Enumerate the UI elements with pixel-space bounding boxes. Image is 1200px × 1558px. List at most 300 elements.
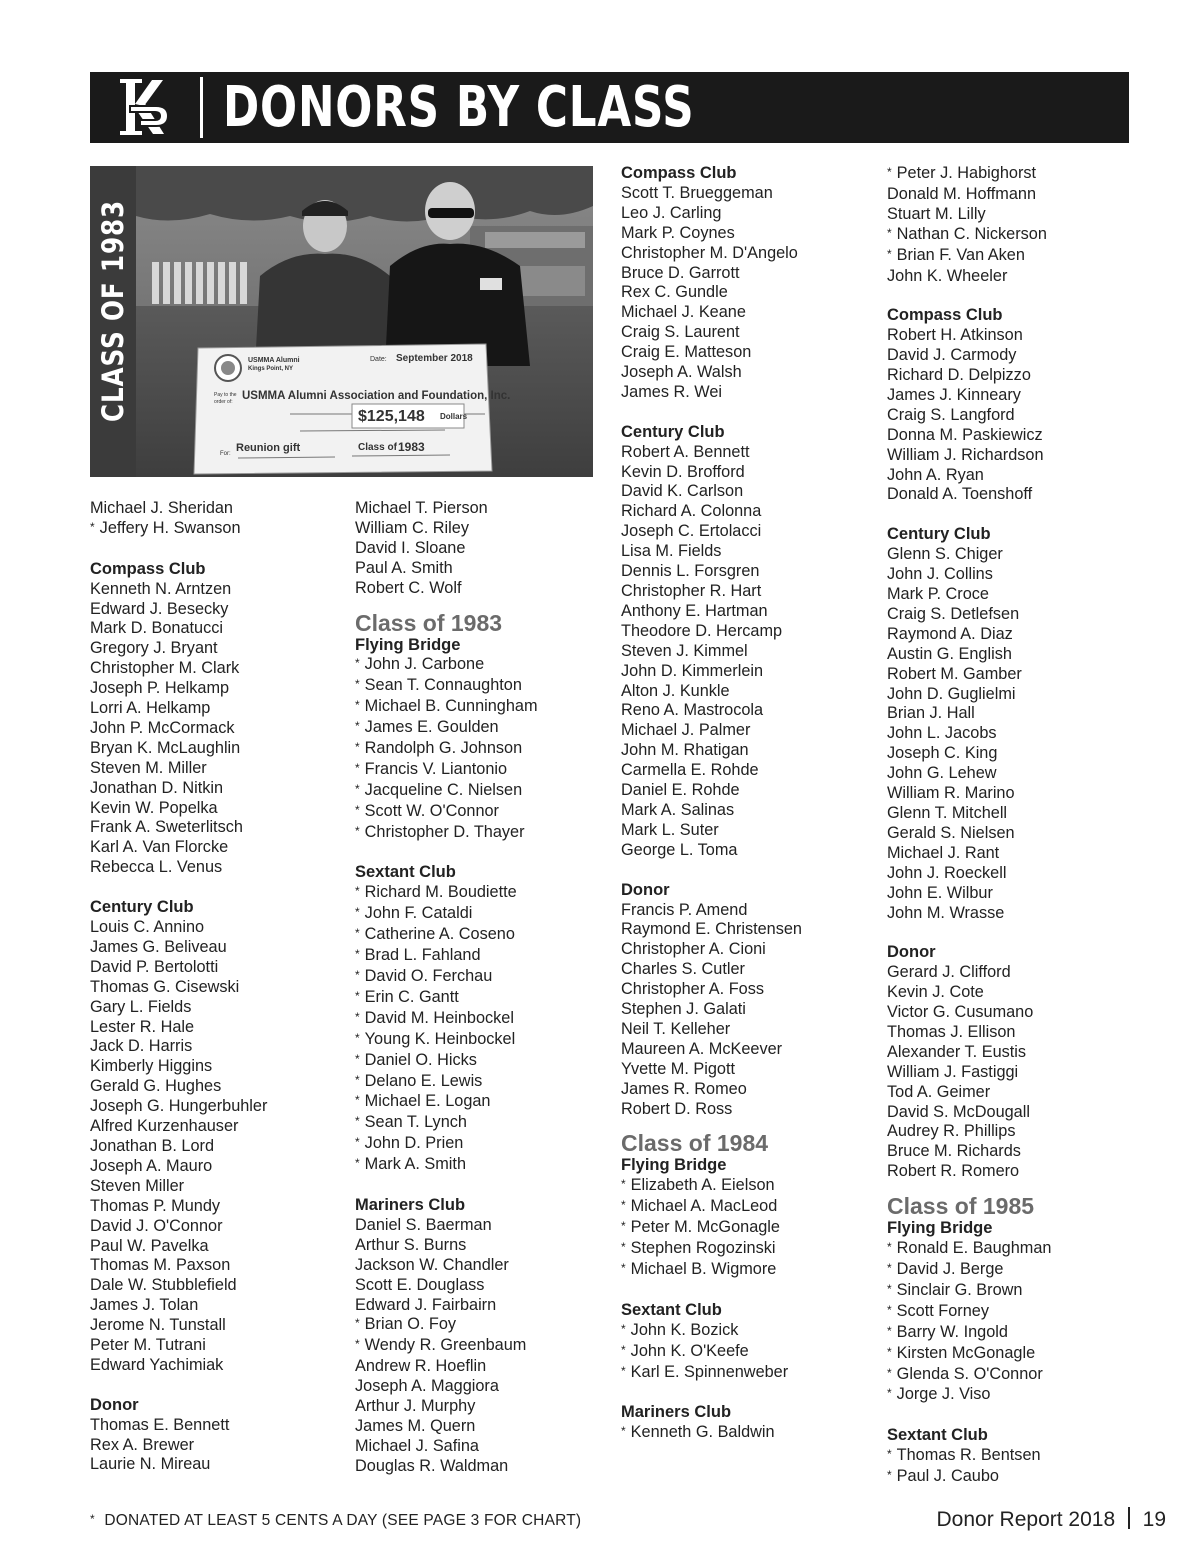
donor-name-text: Jorge J. Viso: [896, 1385, 991, 1404]
donor-name-text: John K. O'Keefe: [630, 1341, 749, 1360]
donor-name: [355, 760, 610, 781]
donor-name: [887, 1302, 1142, 1323]
donor-name: [621, 1176, 876, 1197]
star-icon: *: [887, 1468, 892, 1483]
donor-name-text: Christopher D. Thayer: [364, 822, 525, 841]
donor-name-text: Steven J. Kimmel: [621, 641, 748, 660]
club-heading: Compass Club: [90, 559, 206, 578]
donor-name-text: Leo J. Carling: [621, 203, 722, 222]
donor-name: [90, 1296, 345, 1316]
report-title: Donor Report 2018: [936, 1508, 1116, 1531]
club-heading: Donor: [621, 880, 670, 899]
star-icon: *: [355, 781, 360, 796]
star-icon: *: [355, 802, 360, 817]
donor-section: [887, 306, 1142, 505]
donor-name-text: Jonathan B. Lord: [90, 1136, 215, 1155]
donor-name: [887, 225, 1142, 246]
donor-name-text: Michael J. Rant: [887, 843, 1000, 862]
donor-name: [621, 463, 876, 483]
donor-name: [355, 676, 610, 697]
donor-name-text: Michael A. MacLeod: [630, 1197, 778, 1216]
star-icon: *: [621, 1240, 626, 1255]
donor-name-text: Robert H. Atkinson: [887, 326, 1023, 345]
donor-name: [355, 718, 610, 739]
donor-name: [90, 519, 345, 540]
donor-name-text: Frank A. Sweterlitsch: [90, 818, 243, 837]
donor-name-text: James M. Quern: [355, 1416, 476, 1435]
star-icon: *: [355, 926, 360, 941]
check-class-value: 1983: [398, 440, 425, 454]
check-pay-label-1: Pay to the: [214, 392, 237, 398]
donor-name: [621, 960, 876, 980]
donor-name: [621, 184, 876, 204]
donor-name-text: Catherine A. Coseno: [364, 925, 515, 944]
donor-name-text: Stephen J. Galati: [621, 1000, 746, 1019]
donor-name-text: David J. Berge: [896, 1259, 1004, 1278]
donor-name-text: Mark P. Croce: [887, 585, 989, 603]
page-title: DONORS BY CLASS: [223, 75, 695, 140]
donor-name: [887, 585, 1142, 605]
class-year-heading: Class of 1983: [355, 609, 503, 636]
star-icon: *: [355, 698, 360, 713]
donor-name: [355, 1437, 610, 1457]
donor-name: [621, 343, 876, 363]
donor-name: [887, 1260, 1142, 1281]
donor-name: [621, 303, 876, 323]
donor-name-text: Carmella E. Rohde: [621, 761, 759, 780]
donor-name: [355, 1009, 610, 1030]
donor-name-text: Karl E. Spinnenweber: [630, 1362, 789, 1381]
donor-name: [90, 938, 345, 958]
donor-section: [621, 1131, 876, 1280]
donor-section: [355, 863, 610, 1176]
donor-name-text: Young K. Heinbockel: [364, 1029, 516, 1048]
class-of-1983-label: CLASS OF 1983: [96, 200, 130, 422]
star-icon: *: [355, 1030, 360, 1045]
donor-name: [355, 1216, 610, 1236]
donor-name: [90, 759, 345, 779]
donor-section: [355, 499, 610, 599]
donor-name-text: Robert C. Wolf: [355, 578, 462, 597]
donor-name-text: Joseph A. Maggiora: [355, 1377, 499, 1396]
donor-name-text: Donna M. Paskiewicz: [887, 425, 1043, 444]
donor-name: [621, 283, 876, 303]
donor-name-text: David K. Carlson: [621, 482, 744, 501]
donor-name-text: Craig S. Laurent: [621, 323, 740, 342]
donor-name: [621, 642, 876, 662]
star-icon: *: [355, 1072, 360, 1087]
check-date: September 2018: [396, 353, 473, 364]
donor-name-text: James J. Kinneary: [887, 385, 1021, 404]
donor-name: [621, 841, 876, 861]
donor-name-text: Theodore D. Hercamp: [621, 621, 783, 640]
check-dollars-label: Dollars: [440, 412, 468, 421]
donor-name: [887, 625, 1142, 645]
donor-name: [355, 579, 610, 599]
donor-name-text: Thomas G. Cisewski: [90, 977, 240, 996]
donor-name-text: Glenn T. Mitchell: [887, 803, 1008, 822]
donor-name-text: Scott E. Douglass: [355, 1275, 485, 1294]
donor-name-text: Thomas R. Bentsen: [896, 1446, 1041, 1465]
donor-name-text: John E. Wilbur: [887, 883, 993, 902]
donor-name-text: Christopher A. Foss: [621, 980, 764, 999]
donor-name: [621, 721, 876, 741]
donor-column-4: [887, 164, 1142, 1488]
donor-name-text: Kevin D. Brofford: [621, 462, 745, 481]
donor-name-text: John L. Jacobs: [887, 724, 997, 743]
donor-name: [887, 1023, 1142, 1043]
donor-name-text: Gerard J. Clifford: [887, 963, 1011, 982]
star-icon: *: [887, 1240, 892, 1255]
footnote-text: DONATED AT LEAST 5 CENTS A DAY (SEE PAGE 3 FOR CHART): [104, 1512, 582, 1529]
donor-name: [887, 844, 1142, 864]
donor-name-text: Jacqueline C. Nielsen: [364, 780, 523, 799]
donor-name: [621, 502, 876, 522]
donor-name: [621, 522, 876, 542]
donor-name: [621, 562, 876, 582]
donor-name: [621, 761, 876, 781]
donor-section: [887, 1194, 1142, 1406]
donor-name-text: Mark D. Bonatucci: [90, 619, 224, 638]
donor-name-text: Thomas J. Ellison: [887, 1022, 1016, 1041]
star-icon: *: [355, 760, 360, 775]
check-payee: USMMA Alumni Association and Foundation, Inc.: [242, 390, 511, 402]
donor-name: [887, 446, 1142, 466]
donor-name-text: David M. Heinbockel: [364, 1008, 514, 1027]
donor-section: [90, 898, 345, 1376]
club-heading: Mariners Club: [621, 1403, 732, 1422]
donor-name-text: Steven Miller: [90, 1176, 185, 1195]
donor-name: [887, 1385, 1142, 1406]
donor-name: [887, 1323, 1142, 1344]
donor-name-text: Audrey R. Phillips: [887, 1122, 1016, 1141]
donor-name-text: Alfred Kurzenhauser: [90, 1117, 239, 1136]
donor-name-text: Kimberly Higgins: [90, 1057, 213, 1076]
donor-name-text: Joseph C. Ertolacci: [621, 522, 762, 541]
donor-name-text: Richard M. Boudiette: [364, 883, 517, 902]
donor-name: [90, 1018, 345, 1038]
donor-name: [355, 781, 610, 802]
check-for-label: For:: [220, 451, 231, 457]
donor-name: [355, 883, 610, 904]
donor-name-text: Joseph A. Mauro: [90, 1156, 213, 1175]
donor-name: [355, 1296, 610, 1316]
donor-name: [355, 1315, 610, 1336]
donor-name: [887, 724, 1142, 744]
donor-name: [355, 1236, 610, 1256]
donor-name: [887, 904, 1142, 924]
star-icon: *: [887, 165, 892, 179]
page-footer: [937, 1507, 1166, 1532]
donor-section: [887, 943, 1142, 1182]
donor-name: [355, 1092, 610, 1113]
donor-name: [355, 802, 610, 823]
star-icon: *: [887, 1302, 892, 1317]
donor-name-text: Glenda S. O'Connor: [896, 1364, 1043, 1383]
donor-name-text: John F. Cataldi: [364, 904, 473, 923]
donor-name-text: Reno A. Mastrocola: [621, 701, 764, 720]
donor-name: [621, 363, 876, 383]
donor-name: [887, 784, 1142, 804]
donor-name-text: Glenn S. Chiger: [887, 545, 1003, 564]
donor-name: [621, 901, 876, 921]
donor-name-text: James E. Goulden: [364, 718, 499, 737]
donor-name-text: Robert R. Romero: [887, 1162, 1020, 1181]
donor-name: [90, 918, 345, 938]
star-icon: *: [355, 1093, 360, 1108]
donor-name-text: Scott W. O'Connor: [364, 801, 499, 820]
check-pay-label-2: order of:: [214, 399, 233, 405]
donor-name: [90, 1137, 345, 1157]
donor-name-text: Yvette M. Pigott: [621, 1059, 736, 1078]
donor-name: [621, 1000, 876, 1020]
star-icon: *: [887, 1386, 892, 1401]
donor-name-text: Randolph G. Johnson: [364, 739, 523, 758]
donor-name-text: William J. Richardson: [887, 445, 1044, 464]
donor-name-text: Kenneth N. Arntzen: [90, 579, 232, 598]
donor-name-text: Michael J. Palmer: [621, 721, 751, 740]
donor-name: [90, 679, 345, 699]
donor-column-3: [621, 164, 876, 1444]
star-icon: *: [887, 246, 892, 261]
star-icon: *: [355, 968, 360, 983]
donor-name: [621, 821, 876, 841]
donor-name: [355, 1072, 610, 1093]
donor-name: [621, 1060, 876, 1080]
donor-name: [355, 499, 610, 519]
donor-name: [90, 1217, 345, 1237]
club-heading: Donor: [90, 1395, 139, 1414]
donor-name: [621, 443, 876, 463]
donor-name-text: Edward Yachimiak: [90, 1355, 224, 1374]
donor-name: [355, 967, 610, 988]
star-icon: *: [355, 677, 360, 692]
donor-name-text: Christopher A. Cioni: [621, 940, 766, 959]
check-amount: $125,148: [358, 408, 425, 425]
donor-name: [887, 764, 1142, 784]
donor-name: [90, 1356, 345, 1376]
donor-name: [90, 978, 345, 998]
star-icon: *: [355, 1051, 360, 1066]
donor-name: [355, 1276, 610, 1296]
kp-logo: [106, 76, 182, 138]
donor-name-text: James R. Romeo: [621, 1079, 747, 1098]
donor-name-text: Francis V. Liantonio: [364, 759, 508, 778]
donor-name: [621, 1100, 876, 1120]
donor-name: [90, 998, 345, 1018]
donor-name: [355, 1256, 610, 1276]
donor-section: [621, 1301, 876, 1384]
donor-name-text: Erin C. Gantt: [364, 987, 459, 1006]
donor-name: [621, 920, 876, 940]
donor-name-text: John M. Wrasse: [887, 903, 1005, 922]
star-icon: *: [887, 1323, 892, 1338]
donor-name-text: Lester R. Hale: [90, 1017, 195, 1036]
donor-name-text: Louis C. Annino: [90, 918, 205, 936]
donor-name: [621, 1197, 876, 1218]
donor-name: [887, 426, 1142, 446]
donor-name-text: Wendy R. Greenbaum: [364, 1336, 527, 1355]
donor-section: [355, 1196, 610, 1477]
donor-name: [355, 697, 610, 718]
donor-name-text: John J. Collins: [887, 565, 993, 584]
donor-name: [621, 1020, 876, 1040]
donor-name-text: Delano E. Lewis: [364, 1071, 483, 1090]
donor-name-text: Peter M. Tutrani: [90, 1336, 206, 1355]
check-date-label: Date:: [370, 356, 387, 363]
banner-divider: [200, 77, 203, 138]
donor-name: [355, 925, 610, 946]
star-icon: *: [621, 1321, 626, 1336]
donor-name-text: Robert A. Bennett: [621, 442, 750, 461]
donor-name-text: John P. McCormack: [90, 718, 235, 737]
donor-name-text: Rex A. Brewer: [90, 1435, 195, 1454]
check-issuer-1: USMMA Alumni: [248, 357, 300, 364]
donor-section: [90, 560, 345, 879]
donor-name: [887, 466, 1142, 486]
donor-name-text: Elizabeth A. Eielson: [630, 1176, 775, 1195]
star-icon: *: [887, 1365, 892, 1380]
donor-name-text: William R. Marino: [887, 784, 1015, 803]
ceremonial-check: [90, 166, 593, 477]
donor-section: [887, 525, 1142, 923]
donor-name-text: Michael J. Sheridan: [90, 499, 233, 517]
donor-name-text: Rebecca L. Venus: [90, 858, 223, 877]
check-issuer-2: Kings Point, NY: [248, 366, 293, 372]
donor-name-text: Peter J. Habighorst: [896, 164, 1037, 182]
donor-name-text: James G. Beliveau: [90, 937, 227, 956]
donor-name-text: Raymond A. Diaz: [887, 624, 1013, 643]
donor-name: [90, 619, 345, 639]
donor-name: [355, 1030, 610, 1051]
donor-name-text: Brad L. Fahland: [364, 946, 481, 965]
donor-name: [887, 645, 1142, 665]
donor-name-text: John G. Lehew: [887, 764, 997, 783]
club-heading: Century Club: [621, 422, 725, 441]
donor-name: [887, 1281, 1142, 1302]
donor-name: [887, 565, 1142, 585]
donor-name-text: Mark A. Salinas: [621, 800, 735, 819]
donor-name-text: Paul W. Pavelka: [90, 1236, 209, 1255]
donor-name-text: Robert M. Gamber: [887, 664, 1022, 683]
club-heading: Flying Bridge: [887, 1219, 993, 1238]
donor-name-text: Michael T. Pierson: [355, 499, 488, 517]
donor-name-text: Joseph C. King: [887, 744, 998, 763]
donor-name: [355, 1397, 610, 1417]
donor-name-text: Richard A. Colonna: [621, 502, 762, 521]
donor-name-text: John K. Wheeler: [887, 266, 1008, 285]
donor-name-text: Neil T. Kelleher: [621, 1019, 731, 1038]
donor-name-text: Edward J. Fairbairn: [355, 1295, 497, 1314]
donor-name-text: Gregory J. Bryant: [90, 639, 218, 658]
donor-name: [355, 739, 610, 760]
donor-name: [887, 1043, 1142, 1063]
donor-name-text: Gerald S. Nielsen: [887, 823, 1015, 842]
donor-name-text: Alexander T. Eustis: [887, 1042, 1027, 1061]
donor-name: [90, 818, 345, 838]
donor-name-text: James J. Tolan: [90, 1296, 199, 1315]
star-icon: *: [355, 823, 360, 838]
donor-column-1: [90, 499, 345, 1475]
donor-name: [621, 741, 876, 761]
donor-name: [355, 1357, 610, 1377]
donor-name-text: Mark A. Smith: [364, 1155, 466, 1174]
donor-name: [621, 682, 876, 702]
donor-name-text: Arthur S. Burns: [355, 1235, 467, 1254]
donor-name: [887, 1162, 1142, 1182]
donor-name: [90, 779, 345, 799]
star-icon: *: [621, 1342, 626, 1357]
donor-name-text: Michael B. Cunningham: [364, 697, 538, 716]
donor-name-text: Kenneth G. Baldwin: [630, 1423, 775, 1442]
donor-name: [887, 485, 1142, 505]
star-icon: *: [355, 884, 360, 899]
donor-name-text: John K. Bozick: [630, 1320, 739, 1339]
donor-name: [621, 582, 876, 602]
donor-name: [90, 580, 345, 600]
star-icon: *: [621, 1219, 626, 1234]
donor-name-text: Tod A. Geimer: [887, 1082, 991, 1101]
donor-name: [90, 1276, 345, 1296]
footer-divider: [1128, 1507, 1130, 1529]
donor-name-text: Robert D. Ross: [621, 1099, 733, 1118]
donor-name-text: Jonathan D. Nitkin: [90, 778, 224, 797]
donor-name: [90, 1436, 345, 1456]
donor-name-text: Brian O. Foy: [364, 1315, 457, 1334]
donor-name: [621, 602, 876, 622]
donor-name-text: Craig S. Langford: [887, 405, 1015, 424]
star-icon: *: [90, 519, 95, 534]
donor-name: [355, 655, 610, 676]
donor-name-text: John J. Carbone: [364, 655, 485, 674]
donor-name-text: Peter M. McGonagle: [630, 1218, 780, 1237]
donor-name-text: Joseph G. Hungerbuhler: [90, 1097, 268, 1116]
club-heading: Donor: [887, 943, 936, 962]
donor-name-text: Arthur J. Murphy: [355, 1397, 476, 1416]
club-heading: Flying Bridge: [355, 635, 461, 654]
check-memo: Reunion gift: [236, 442, 301, 454]
donor-name: [90, 1117, 345, 1137]
donor-name-text: Sean T. Connaughton: [364, 676, 522, 695]
class-year-heading: Class of 1985: [887, 1193, 1035, 1220]
star-icon: *: [887, 225, 892, 240]
donor-name-text: Gerald G. Hughes: [90, 1077, 222, 1096]
donor-name: [90, 1237, 345, 1257]
donor-name-text: Bryan K. McLaughlin: [90, 738, 241, 757]
donor-name-text: John J. Roeckell: [887, 863, 1007, 882]
donor-name-text: Stephen Rogozinski: [630, 1239, 776, 1258]
donor-name-text: Austin G. English: [887, 644, 1012, 663]
club-heading: Sextant Club: [621, 1300, 722, 1319]
donor-name-text: Karl A. Van Florcke: [90, 838, 229, 857]
donor-name: [887, 1365, 1142, 1386]
donor-name-text: Jerome N. Tunstall: [90, 1316, 226, 1335]
donor-name-text: Bruce M. Richards: [887, 1142, 1021, 1161]
donor-name: [90, 719, 345, 739]
donor-name: [887, 164, 1142, 185]
star-icon: *: [887, 1344, 892, 1359]
donor-name: [90, 858, 345, 878]
donor-section: [621, 1403, 876, 1444]
club-heading: Flying Bridge: [621, 1156, 727, 1175]
donor-name: [887, 1083, 1142, 1103]
donor-name-text: Kirsten McGonagle: [896, 1343, 1036, 1362]
donor-name: [90, 499, 345, 519]
star-icon: *: [621, 1198, 626, 1213]
star-icon: *: [355, 1009, 360, 1024]
star-icon: *: [355, 1156, 360, 1171]
star-icon: *: [887, 1447, 892, 1462]
